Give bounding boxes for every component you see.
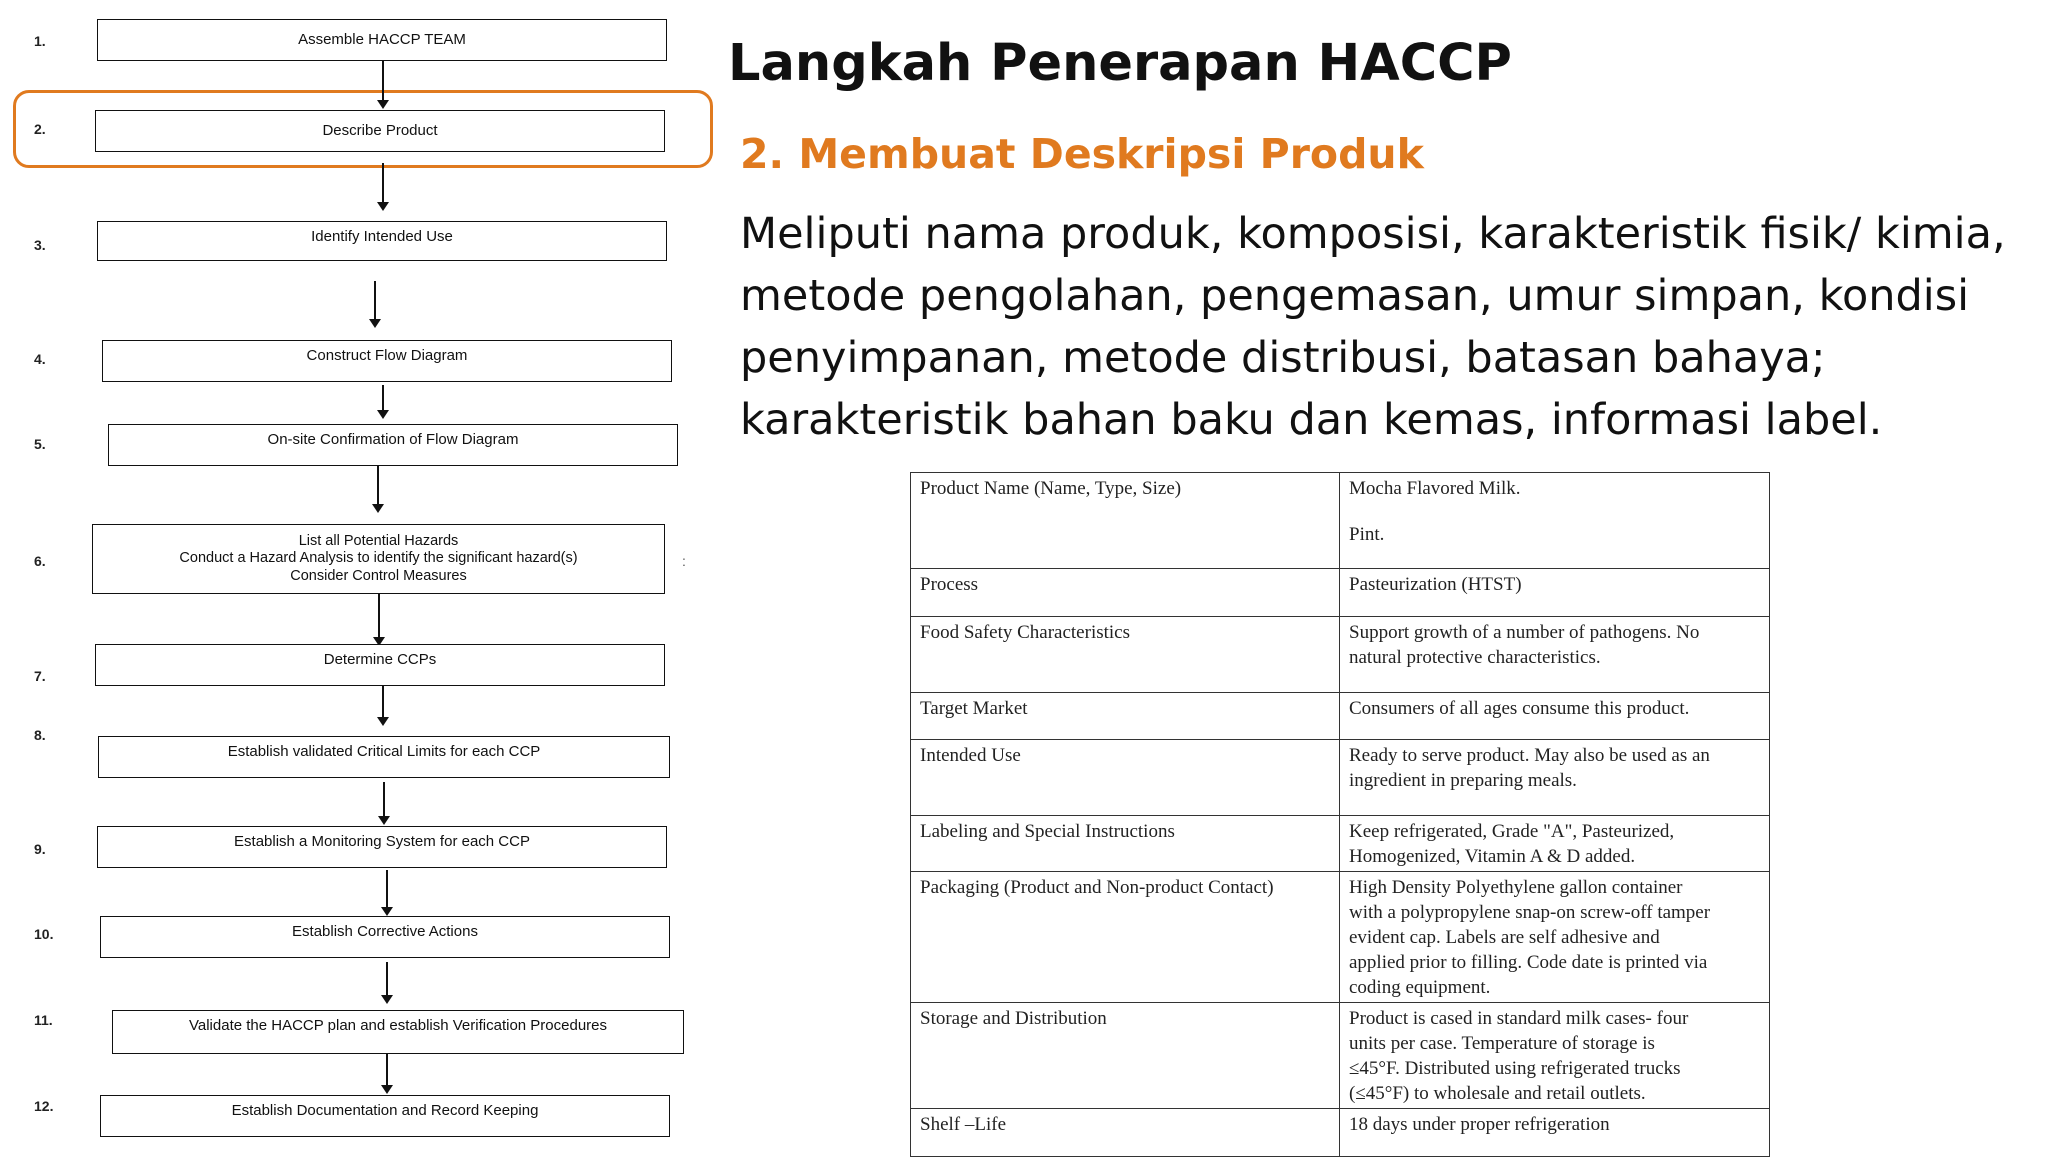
row-label: Food Safety Characteristics bbox=[911, 617, 1340, 693]
value-line: natural protective characteristics. bbox=[1349, 647, 1601, 668]
step-number: 12. bbox=[34, 1098, 54, 1114]
step-box-corrective-actions bbox=[100, 916, 670, 958]
flow-arrow bbox=[374, 281, 376, 326]
value-line: with a polypropylene snap-on screw-off tamper bbox=[1349, 902, 1711, 923]
value-line: applied prior to filling. Code date is printed via bbox=[1349, 952, 1708, 973]
value-line: Keep refrigerated, Grade "A", Pasteurized, bbox=[1349, 821, 1675, 842]
table-row bbox=[911, 473, 1770, 569]
step-box-describe-product bbox=[95, 110, 665, 152]
step-number: 5. bbox=[34, 436, 46, 452]
row-value bbox=[1340, 569, 1770, 617]
value-line: ≤45°F. Distributed using refrigerated trucks bbox=[1349, 1058, 1681, 1079]
product-description-table bbox=[910, 472, 1770, 1157]
step-label: Identify Intended Use bbox=[311, 228, 453, 245]
step-number: 2. bbox=[34, 121, 46, 137]
step-label: Validate the HACCP plan and establish Verification Procedures bbox=[188, 1017, 608, 1034]
row-label: Storage and Distribution bbox=[911, 1003, 1340, 1109]
step-number: 1. bbox=[34, 33, 46, 49]
row-label: Labeling and Special Instructions bbox=[911, 816, 1340, 872]
step-label-line: Consider Control Measures bbox=[290, 567, 467, 584]
step-label: Establish Corrective Actions bbox=[292, 923, 478, 940]
body-line: Meliputi nama produk, komposisi, karakteristik fisik/ kimia, bbox=[740, 209, 2006, 259]
flow-arrow bbox=[382, 163, 384, 209]
step-label: Construct Flow Diagram bbox=[306, 347, 468, 364]
body-paragraph bbox=[740, 203, 2030, 451]
page-title: Langkah Penerapan HACCP bbox=[728, 34, 1512, 93]
flow-arrow bbox=[378, 594, 380, 644]
table-row bbox=[911, 740, 1770, 816]
table-row bbox=[911, 693, 1770, 740]
value-line: 18 days under proper refrigeration bbox=[1349, 1114, 1610, 1135]
value-line: coding equipment. bbox=[1349, 977, 1491, 998]
value-line: (≤45°F) to wholesale and retail outlets. bbox=[1349, 1083, 1646, 1104]
flow-arrow bbox=[383, 782, 385, 823]
row-value bbox=[1340, 617, 1770, 693]
step-label-line: Conduct a Hazard Analysis to identify the significant hazard(s) bbox=[179, 550, 578, 567]
table-row bbox=[911, 1109, 1770, 1157]
value-line: Pasteurization (HTST) bbox=[1349, 574, 1522, 595]
step-box-documentation bbox=[100, 1095, 670, 1137]
table-row bbox=[911, 569, 1770, 617]
stray-mark: : bbox=[682, 553, 686, 569]
body-line: karakteristik bahan baku dan kemas, informasi label. bbox=[740, 395, 1883, 445]
flow-arrow bbox=[377, 466, 379, 511]
step-label: On-site Confirmation of Flow Diagram bbox=[267, 431, 519, 448]
step-label: Determine CCPs bbox=[323, 651, 437, 668]
step-number: 4. bbox=[34, 351, 46, 367]
row-label: Target Market bbox=[911, 693, 1340, 740]
step-box-construct-flow-diagram bbox=[102, 340, 672, 382]
step-box-monitoring-system bbox=[97, 826, 667, 868]
flow-arrow bbox=[382, 61, 384, 107]
body-line: metode pengolahan, pengemasan, umur simpan, kondisi bbox=[740, 271, 1970, 321]
row-label: Process bbox=[911, 569, 1340, 617]
step-box-verification-procedures bbox=[112, 1010, 684, 1054]
step-box-critical-limits bbox=[98, 736, 670, 778]
flow-arrow bbox=[386, 962, 388, 1002]
table-row bbox=[911, 872, 1770, 1003]
step-number: 11. bbox=[34, 1012, 53, 1028]
step-number: 7. bbox=[34, 668, 46, 684]
step-label: Establish Documentation and Record Keeping bbox=[231, 1102, 539, 1119]
table-row bbox=[911, 1003, 1770, 1109]
step-box-hazard-analysis bbox=[92, 524, 665, 594]
flow-arrow bbox=[386, 870, 388, 914]
value-line: High Density Polyethylene gallon container bbox=[1349, 877, 1683, 898]
step-box-determine-ccps bbox=[95, 644, 665, 686]
step-label: Assemble HACCP TEAM bbox=[298, 31, 466, 48]
row-value bbox=[1340, 473, 1770, 569]
table-row bbox=[911, 617, 1770, 693]
value-line: Ready to serve product. May also be used as an bbox=[1349, 745, 1710, 766]
flow-arrow bbox=[386, 1054, 388, 1092]
step-box-onsite-confirmation bbox=[108, 424, 678, 466]
section-subtitle: 2. Membuat Deskripsi Produk bbox=[740, 130, 1424, 178]
value-line: Pint. bbox=[1349, 524, 1385, 545]
row-value bbox=[1340, 1109, 1770, 1157]
value-line: Homogenized, Vitamin A & D added. bbox=[1349, 846, 1636, 867]
value-line: Mocha Flavored Milk. bbox=[1349, 478, 1521, 499]
value-line: evident cap. Labels are self adhesive and bbox=[1349, 927, 1660, 948]
step-label-line: List all Potential Hazards bbox=[298, 532, 459, 549]
value-line: Support growth of a number of pathogens. No bbox=[1349, 622, 1700, 643]
row-value bbox=[1340, 740, 1770, 816]
step-box-assemble-team bbox=[97, 19, 667, 61]
blank-line bbox=[1349, 501, 1760, 522]
value-line: Product is cased in standard milk cases- four bbox=[1349, 1008, 1689, 1029]
step-label: Establish a Monitoring System for each CCP bbox=[234, 833, 530, 850]
step-label: Describe Product bbox=[322, 122, 438, 139]
table-row bbox=[911, 816, 1770, 872]
row-label: Shelf –Life bbox=[911, 1109, 1340, 1157]
step-number: 9. bbox=[34, 841, 46, 857]
step-number: 8. bbox=[34, 727, 46, 743]
row-label: Product Name (Name, Type, Size) bbox=[911, 473, 1340, 569]
value-line: units per case. Temperature of storage is bbox=[1349, 1033, 1655, 1054]
flow-arrow bbox=[382, 385, 384, 417]
flow-arrow bbox=[382, 686, 384, 724]
row-value bbox=[1340, 693, 1770, 740]
row-label: Packaging (Product and Non-product Contact) bbox=[911, 872, 1340, 1003]
step-number: 6. bbox=[34, 553, 46, 569]
step-number: 10. bbox=[34, 926, 54, 942]
step-number: 3. bbox=[34, 237, 46, 253]
step-label: Establish validated Critical Limits for each CCP bbox=[227, 743, 541, 760]
row-value bbox=[1340, 1003, 1770, 1109]
row-value bbox=[1340, 872, 1770, 1003]
value-line: Consumers of all ages consume this product. bbox=[1349, 698, 1690, 719]
step-box-identify-intended-use bbox=[97, 221, 667, 261]
body-line: penyimpanan, metode distribusi, batasan bahaya; bbox=[740, 333, 1826, 383]
row-label: Intended Use bbox=[911, 740, 1340, 816]
value-line: ingredient in preparing meals. bbox=[1349, 770, 1577, 791]
row-value bbox=[1340, 816, 1770, 872]
